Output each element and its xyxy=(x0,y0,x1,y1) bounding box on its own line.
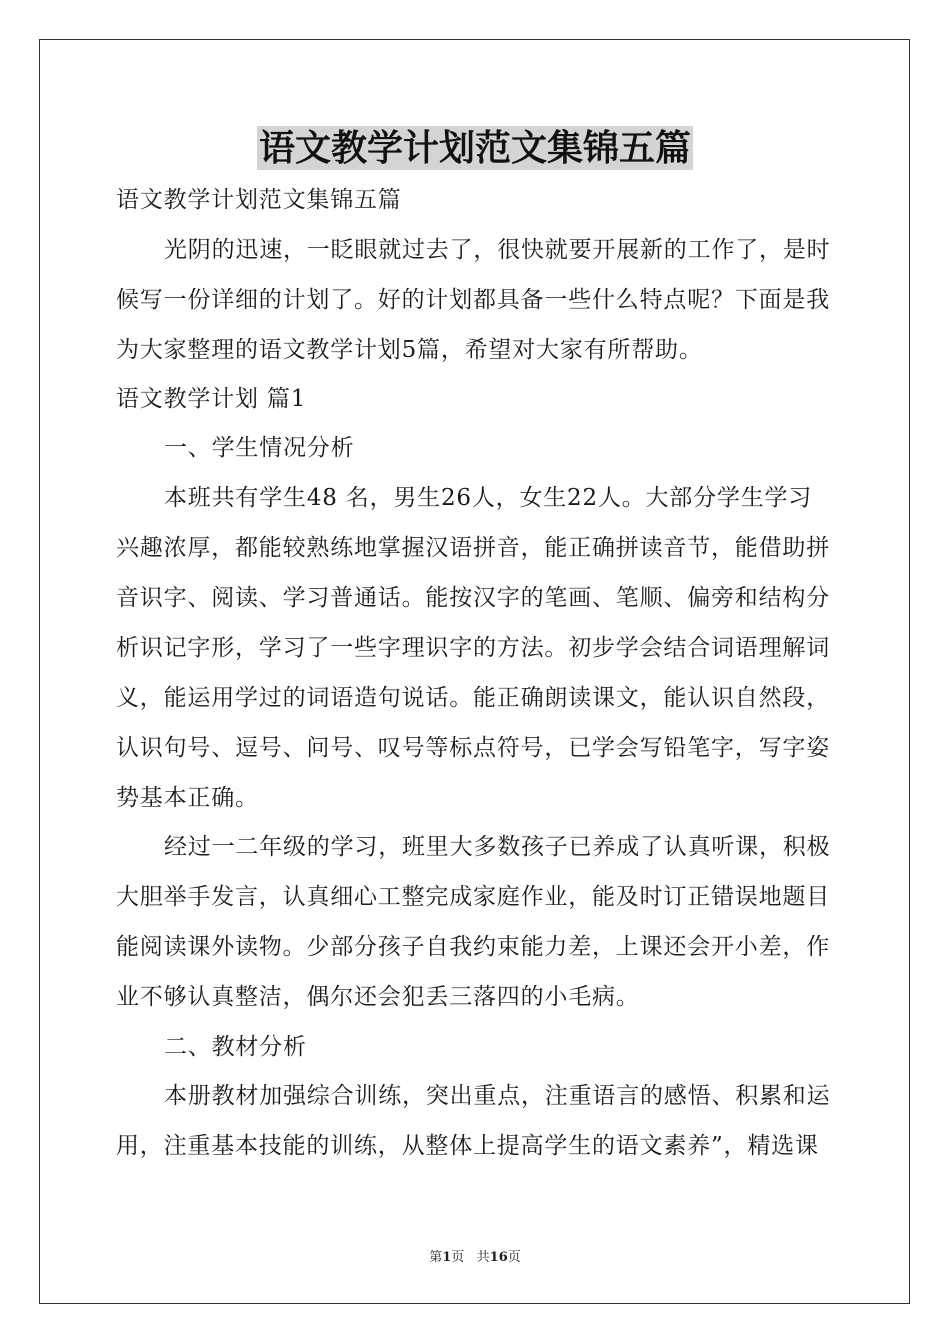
subtitle-line: 语文教学计划范文集锦五篇 xyxy=(116,187,402,213)
title-container xyxy=(0,126,950,170)
subsection-heading: 二、教材分析 xyxy=(164,1034,307,1060)
paragraph-line: 义，能运用学过的词语造句说话。能正确朗读课文，能认识自然段， xyxy=(116,685,830,711)
paragraph-line: 经过一二年级的学习，班里大多数孩子已养成了认真听课，积极 xyxy=(164,834,831,860)
page-border xyxy=(39,39,910,1304)
page-mid: 页 共 xyxy=(451,1250,490,1265)
paragraph-line: 为大家整理的语文教学计划5篇，希望对大家有所帮助。 xyxy=(116,337,703,363)
page-prefix: 第 xyxy=(429,1250,443,1265)
paragraph-line: 业不够认真整洁，偶尔还会犯丢三落四的小毛病。 xyxy=(116,984,640,1010)
paragraph-line: 本册教材加强综合训练，突出重点，注重语言的感悟、积累和运 xyxy=(164,1083,831,1109)
paragraph-line: 音识字、阅读、学习普通话。能按汉字的笔画、笔顺、偏旁和结构分 xyxy=(116,585,830,611)
paragraph-line: 兴趣浓厚，都能较熟练地掌握汉语拼音，能正确拼读音节，能借助拼 xyxy=(116,535,830,561)
page-current: 1 xyxy=(442,1250,452,1265)
paragraph-line: 本班共有学生48 名，男生26人，女生22人。大部分学生学习 xyxy=(164,485,813,511)
paragraph-line: 认识句号、逗号、问号、叹号等标点符号，已学会写铅笔字，写字姿 xyxy=(116,735,830,761)
paragraph-line: 候写一份详细的计划了。好的计划都具备一些什么特点呢？下面是我 xyxy=(116,287,830,313)
paragraph-line: 用，注重基本技能的训练，从整体上提高学生的语文素养”，精选课 xyxy=(116,1133,819,1159)
paragraph-line: 大胆举手发言，认真细心工整完成家庭作业，能及时订正错误地题目 xyxy=(116,884,830,910)
paragraph-line: 光阴的迅速，一眨眼就过去了，很快就要开展新的工作了，是时 xyxy=(164,237,831,263)
paragraph-line: 势基本正确。 xyxy=(116,785,259,811)
section-heading: 语文教学计划 篇1 xyxy=(116,386,307,412)
paragraph-line: 能阅读课外读物。少部分孩子自我约束能力差，上课还会开小差，作 xyxy=(116,934,830,960)
subsection-heading: 一、学生情况分析 xyxy=(164,435,355,461)
page-total: 16 xyxy=(489,1250,508,1265)
page-suffix: 页 xyxy=(507,1250,521,1265)
document-title: 语文教学计划范文集锦五篇 xyxy=(258,127,691,169)
page-number xyxy=(0,1246,950,1265)
paragraph-line: 析识记字形，学习了一些字理识字的方法。初步学会结合词语理解词 xyxy=(116,635,830,661)
